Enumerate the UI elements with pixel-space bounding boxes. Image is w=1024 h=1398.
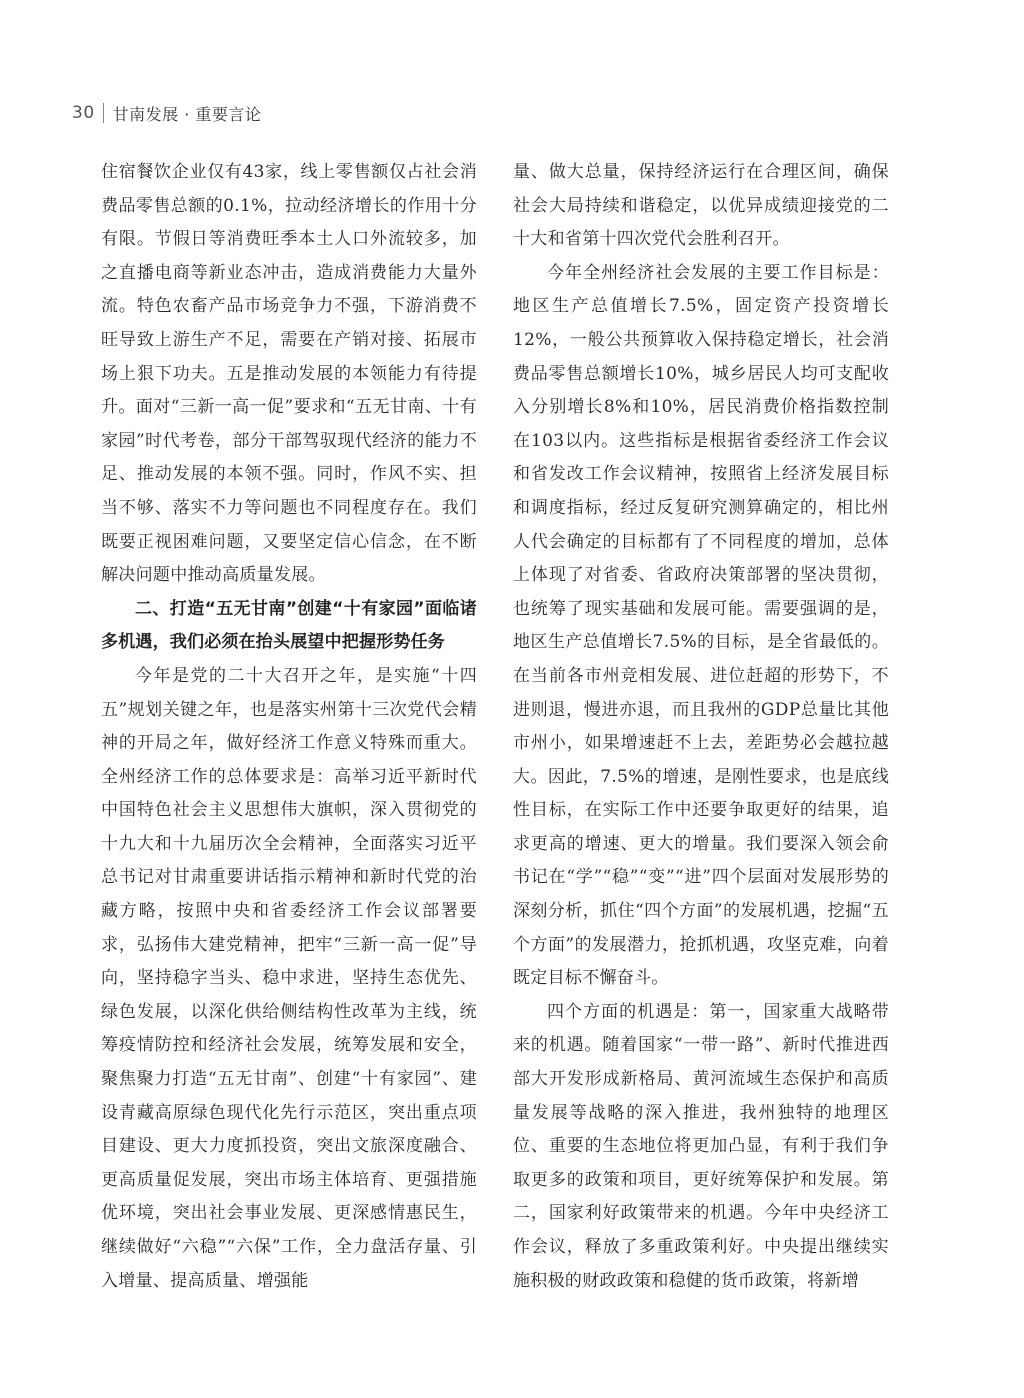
header-divider (103, 103, 104, 123)
section-heading: 二、打造“五无甘南”创建“十有家园”面临诸多机遇，我们必须在抬头展望中把握形势任务 (101, 598, 477, 653)
page-header (72, 98, 261, 128)
right-column (513, 156, 889, 1316)
page-number: 30 (72, 103, 95, 123)
left-paragraph-2: 今年是党的二十大召开之年，是实施“十四五”规划关键之年，也是落实州第十三次党代会精神的开局之年，做好经济工作意义特殊而重大。全州经济工作的总体要求是：高举习近平新时代中国特色社会主义思想伟大旗帜，深入贯彻党的十九大和十九届历次全会精神，全面落实习近平总书记对甘肃重要讲话指示精神和新时代党的治藏方略，按照中央和省委经济工作会议部署要求，弘扬伟大建党精神，把牢“三新一高一促”导向，坚持稳字当头、稳中求进，坚持生态优先、绿色发展，以深化供给侧结构性改革为主线，统筹疫情防控和经济社会发展，统筹发展和安全，聚焦聚力打造“五无甘南”、创建“十有家园”、建设青藏高原绿色现代化先行示范区，突出重点项目建设、更大力度抓投资，突出文旅深度融合、更高质量促发展，突出市场主体培育、更强措施优环境，突出社会事业发展、更深感情惠民生，继续做好“六稳”“六保”工作，全力盘活存量、引入增量、提高质量、增强能 (101, 665, 477, 1291)
right-paragraph-3: 四个方面的机遇是：第一，国家重大战略带来的机遇。随着国家“一带一路”、新时代推进西部大开发形成新格局、黄河流域生态保护和高质量发展等战略的深入推进，我州独特的地理区位、重要的生态地位将更加凸显，有利于我们争取更多的政策和项目，更好统筹保护和发展。第二，国家利好政策带来的机遇。今年中央经济工作会议，释放了多重政策利好。中央提出继续实施积极的财政政策和稳健的货币政策，将新增 (513, 1001, 889, 1291)
running-head: 甘南发展 · 重要言论 (112, 104, 262, 124)
left-paragraph-1: 住宿餐饮企业仅有43家，线上零售额仅占社会消费品零售总额的0.1%，拉动经济增长的作用十分有限。节假日等消费旺季本土人口外流较多，加之直播电商等新业态冲击，造成消费能力大量外流。特色农畜产品市场竞争力不强，下游消费不旺导致上游生产不足，需要在产销对接、拓展市场上狠下功夫。五是推动发展的本领能力有待提升。面对“三新一高一促”要求和“五无甘南、十有家园”时代考卷，部分干部驾驭现代经济的能力不足、推动发展的本领不强。同时，作风不实、担当不够、落实不力等问题也不同程度存在。我们既要正视困难问题，又要坚定信心信念，在不断解决问题中推动高质量发展。 (101, 162, 477, 586)
right-paragraph-1: 量、做大总量，保持经济运行在合理区间，确保社会大局持续和谐稳定，以优异成绩迎接党的二十大和省第十四次党代会胜利召开。 (513, 162, 889, 250)
right-paragraph-2: 今年全州经济社会发展的主要工作目标是：地区生产总值增长7.5%，固定资产投资增长12%，一般公共预算收入保持稳定增长，社会消费品零售总额增长10%，城乡居民人均可支配收入分别增长8%和10%，居民消费价格指数控制在103以内。这些指标是根据省委经济工作会议和省发改工作会议精神，按照省上经济发展目标和调度指标，经过反复研究测算确定的，相比州人代会确定的目标都有了不同程度的增加，总体上体现了对省委、省政府决策部署的坚决贯彻，也统筹了现实基础和发展可能。需要强调的是，地区生产总值增长7.5%的目标，是全省最低的。在当前各市州竞相发展、进位赶超的形势下，不进则退，慢进亦退，而且我州的GDP总量比其他市州小，如果增速赶不上去，差距势必会越拉越大。因此，7.5%的增速，是刚性要求，也是底线性目标，在实际工作中还要争取更好的结果，追求更高的增速、更大的增量。我们要深入领会俞书记在“学”“稳”“变”“进”四个层面对发展形势的深刻分析，抓住“四个方面”的发展机遇，挖掘“五个方面”的发展潜力，抢抓机遇，攻坚克难，向着既定目标不懈奋斗。 (513, 262, 889, 989)
left-column (101, 156, 477, 1316)
